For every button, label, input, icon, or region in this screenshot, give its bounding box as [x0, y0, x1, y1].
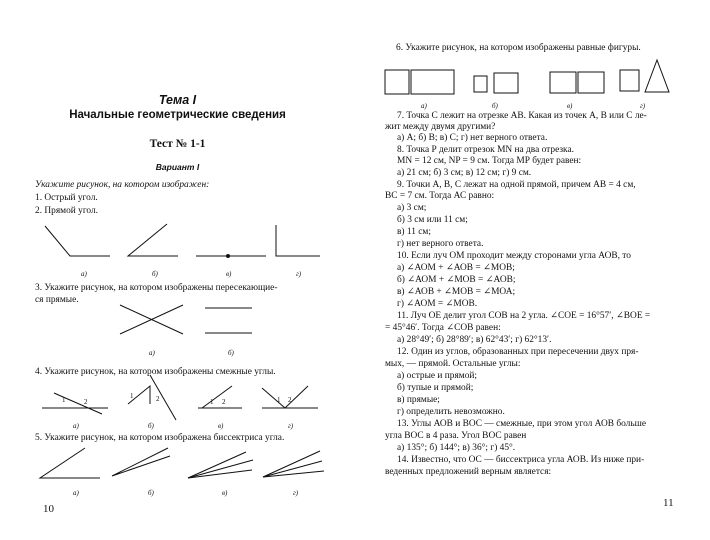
fig-q6b-square-2 [494, 73, 518, 93]
question-9-option-a: а) 3 см; [397, 203, 427, 213]
fig-q6b-square [474, 76, 487, 92]
fig-label-a: а) [73, 489, 79, 497]
question-12-option-a: а) острые и прямой; [397, 371, 478, 381]
angle-num-1: 1 [130, 392, 134, 400]
question-6: 6. Укажите рисунок, на котором изображены равные фигуры. [396, 43, 641, 53]
fig-q5v-ray [188, 460, 253, 478]
question-7-answers: а) А; б) В; в) С; г) нет верного ответа. [397, 133, 548, 143]
intro-text: Укажите рисунок, на котором изображен: [35, 180, 210, 190]
question-8-line1: 8. Точка Р делит отрезок MN на два отрезка. [397, 145, 574, 155]
fig-label-g: г) [293, 489, 299, 497]
question-3-line1: 3. Укажите рисунок, на котором изображены пересекающие- [35, 283, 278, 293]
fig-label-v: в) [218, 422, 224, 430]
fig-label-g: г) [640, 102, 646, 110]
question-10-option-a: а) ∠АОМ + ∠АОВ = ∠МОВ; [397, 263, 515, 273]
question-13-line1: 13. Углы АОВ и ВОС — смежные, при этом угол АОВ больше [397, 419, 647, 429]
question-2: 2. Прямой угол. [35, 206, 99, 216]
question-9-line1: 9. Точки А, В, С лежат на одной прямой, причем АВ = 4 см, [397, 180, 636, 190]
fig-q6g-triangle [645, 60, 669, 92]
theme-subtitle: Начальные геометрические сведения [69, 109, 286, 121]
question-13-line2: угла ВОС в 4 раза. Угол ВОС равен [385, 431, 527, 441]
angle-num-2: 2 [84, 398, 88, 406]
question-3-line2: ся прямые. [35, 295, 79, 305]
question-7-line2: жит между двумя другими? [385, 122, 496, 132]
page-number-right: 11 [663, 497, 674, 509]
variant-title: Вариант I [155, 162, 200, 172]
fig-label-a: а) [73, 422, 79, 430]
angle-num-2: 2 [288, 396, 292, 404]
fig-q5v-angle [188, 452, 252, 478]
question-9-option-d: г) нет верного ответа. [397, 239, 484, 249]
fig-label-b: б) [492, 102, 498, 110]
angle-num-1: 1 [62, 396, 66, 404]
question-7-line1: 7. Точка С лежит на отрезке АВ. Какая из точек А, В или С ле- [397, 111, 647, 121]
fig-straight-angle-point [226, 254, 230, 258]
fig-label-b: б) [228, 349, 234, 357]
question-12-line2: мых, — прямой. Остальные углы: [385, 359, 521, 369]
question-10-option-d: г) ∠АОМ = ∠МОВ. [397, 299, 478, 309]
fig-obtuse-angle [45, 226, 110, 256]
page-number-left: 10 [43, 503, 54, 515]
fig-q6v-rect-1 [550, 72, 576, 93]
question-1: 1. Острый угол. [35, 193, 98, 203]
fig-label-v: в) [567, 102, 573, 110]
fig-q6a-square [385, 70, 409, 94]
question-12-option-c: в) прямые; [397, 395, 440, 405]
question-11-line2: = 45°46′. Тогда ∠СОВ равен: [385, 323, 501, 333]
fig-label-v: в) [226, 270, 232, 278]
question-11-line1: 11. Луч ОЕ делит угол СОВ на 2 угла. ∠СОЕ = 16°57′, ∠ВОЕ = [397, 311, 651, 321]
fig-label-b: б) [152, 270, 158, 278]
test-title: Тест № 1-1 [149, 138, 206, 150]
fig-q6v-rect-2 [578, 72, 604, 93]
question-11-answers: а) 28°49′; б) 28°89′; в) 62°43′; г) 62°13′. [397, 335, 552, 345]
question-14-line2: веденных предложений верным является: [385, 467, 552, 477]
question-4: 4. Укажите рисунок, на котором изображены смежные углы. [35, 367, 276, 377]
angle-num-2: 2 [222, 398, 226, 406]
question-8-answers: а) 21 см; б) 3 см; в) 12 см; г) 9 см. [397, 168, 532, 178]
fig-q4v-ray [202, 386, 232, 408]
fig-label-a: а) [149, 349, 155, 357]
question-5: 5. Укажите рисунок, на котором изображена биссектриса угла. [35, 433, 285, 443]
fig-q6g-square [620, 70, 639, 91]
question-9-option-b: б) 3 см или 11 см; [397, 215, 468, 225]
fig-acute-angle [128, 224, 178, 256]
fig-label-g: г) [288, 422, 294, 430]
fig-q6a-rect [411, 70, 454, 94]
question-12-option-d: г) определить невозможно. [397, 407, 505, 417]
fig-q5a-angle [40, 448, 100, 478]
angle-num-2: 2 [156, 395, 160, 403]
question-10-option-c: в) ∠АОВ + ∠МОВ = ∠МОА; [397, 287, 516, 297]
question-14-line1: 14. Известно, что ОС — биссектриса угла АОВ. Из ниже при- [397, 455, 645, 465]
fig-label-a: а) [81, 270, 87, 278]
question-12-option-b: б) тупые и прямой; [397, 383, 474, 393]
fig-right-angle [276, 225, 320, 256]
question-12-line1: 12. Один из углов, образованных при пересечении двух пря- [397, 347, 639, 357]
question-13-answers: а) 135°; б) 144°; в) 36°; г) 45°. [397, 443, 516, 453]
question-10-option-b: б) ∠АОМ + ∠МОВ = ∠АОВ; [397, 275, 516, 285]
theme-title: Тема I [158, 93, 197, 107]
question-10: 10. Если луч ОМ проходит между сторонами угла АОВ, то [397, 251, 631, 261]
fig-label-a: а) [421, 102, 427, 110]
fig-label-g: г) [296, 270, 302, 278]
angle-num-1: 1 [277, 396, 281, 404]
fig-label-b: б) [148, 489, 154, 497]
fig-q4g-ray1 [262, 388, 285, 408]
fig-label-b: б) [148, 422, 154, 430]
fig-q4b-ray [150, 375, 176, 420]
question-9-option-c: в) 11 см; [397, 227, 431, 237]
question-9-line2: ВС = 7 см. Тогда АС равно: [385, 191, 495, 201]
fig-q5g-angle [263, 451, 324, 477]
question-8-line2: MN = 12 см, NP = 9 см. Тогда МР будет равен: [397, 156, 582, 166]
fig-label-v: в) [222, 489, 228, 497]
angle-num-1: 1 [210, 398, 214, 406]
fig-q5b-angle [112, 448, 170, 476]
